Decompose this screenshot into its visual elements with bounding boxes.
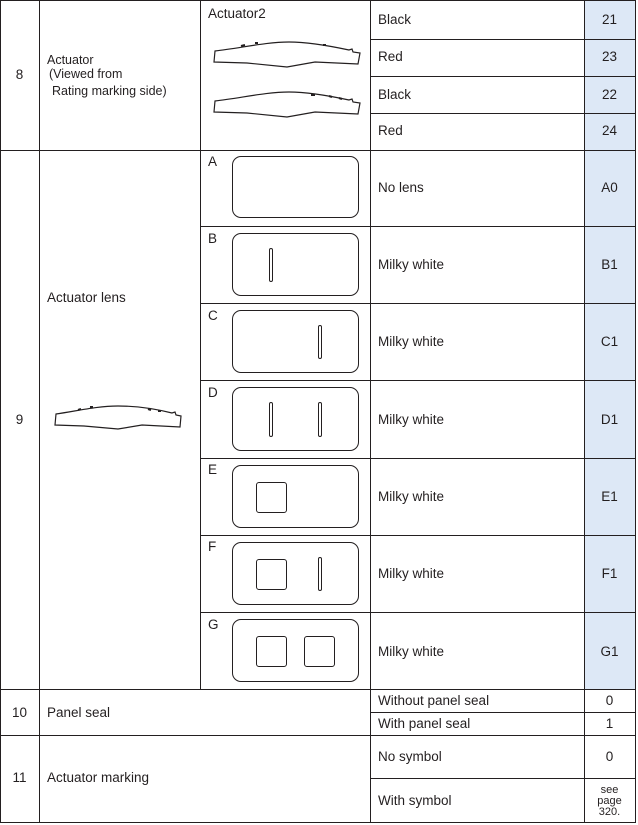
- lens-panel-icon: [232, 542, 359, 605]
- option-milky-white: Milky white: [378, 412, 445, 427]
- option-no-lens: No lens: [378, 180, 424, 195]
- lens-window-icon: [256, 636, 287, 667]
- row-number-9: 9: [15, 412, 24, 427]
- option-code: 22: [601, 87, 618, 102]
- item-name-actuator-marking: Actuator marking: [47, 770, 150, 785]
- option-code: 24: [601, 123, 618, 138]
- option-code: F1: [601, 566, 618, 581]
- option-code: 1: [605, 716, 614, 731]
- option-black: Black: [378, 87, 412, 102]
- actuator-profile-icon: [52, 401, 182, 431]
- item-name-panel-seal: Panel seal: [47, 705, 111, 720]
- lens-slit-icon: [269, 248, 273, 282]
- lens-letter-f: F: [208, 539, 217, 554]
- lens-panel-icon: [232, 156, 359, 218]
- option-milky-white: Milky white: [378, 644, 445, 659]
- lens-letter-a: A: [208, 154, 218, 169]
- lens-slit-icon: [318, 325, 322, 359]
- lens-window-icon: [256, 559, 287, 590]
- lens-slit-icon: [269, 402, 273, 437]
- item-name-actuator-line2: (Viewed from: [49, 67, 123, 81]
- actuator2-label: Actuator2: [208, 6, 266, 21]
- option-code: A0: [601, 180, 618, 195]
- lens-letter-d: D: [208, 385, 218, 400]
- row-number-10: 10: [11, 705, 28, 720]
- option-milky-white: Milky white: [378, 257, 445, 272]
- option-code: 21: [601, 12, 618, 27]
- lens-panel-icon: [232, 465, 359, 528]
- see-page-reference-line3: 320.: [598, 806, 621, 818]
- lens-letter-b: B: [208, 231, 218, 246]
- option-black: Black: [378, 12, 412, 27]
- item-name-actuator-line3: Rating marking side): [52, 84, 167, 98]
- item-name-actuator-lens: Actuator lens: [47, 290, 126, 305]
- option-code: 0: [605, 693, 614, 708]
- lens-panel-icon: [232, 310, 359, 373]
- lens-slit-icon: [318, 402, 322, 437]
- option-code: G1: [600, 644, 619, 659]
- lens-window-icon: [304, 636, 335, 667]
- option-with-panel-seal: With panel seal: [378, 716, 471, 731]
- lens-letter-g: G: [208, 617, 219, 632]
- see-page-reference: see: [600, 784, 619, 796]
- option-milky-white: Milky white: [378, 489, 445, 504]
- option-without-panel-seal: Without panel seal: [378, 693, 490, 708]
- item-name-actuator: Actuator: [47, 53, 94, 67]
- lens-letter-e: E: [208, 462, 218, 477]
- lens-panel-icon: [232, 233, 359, 296]
- option-with-symbol: With symbol: [378, 793, 452, 808]
- option-code: 23: [601, 49, 618, 64]
- lens-slit-icon: [318, 557, 322, 591]
- option-milky-white: Milky white: [378, 566, 445, 581]
- row-number-11: 11: [12, 770, 27, 785]
- actuator-profile-icon: [211, 38, 361, 68]
- lens-panel-icon: [232, 619, 359, 682]
- lens-letter-c: C: [208, 308, 218, 323]
- option-code: E1: [601, 489, 618, 504]
- option-code: B1: [601, 257, 618, 272]
- see-page-reference-line2: page: [597, 795, 622, 807]
- row-number-8: 8: [15, 67, 24, 82]
- option-code: D1: [600, 412, 619, 427]
- lens-panel-icon: [232, 387, 359, 451]
- lens-window-icon: [256, 482, 287, 513]
- option-red: Red: [378, 49, 403, 64]
- option-code: 0: [605, 749, 614, 764]
- actuator-profile-icon: [211, 88, 361, 118]
- option-red: Red: [378, 123, 403, 138]
- option-milky-white: Milky white: [378, 334, 445, 349]
- option-no-symbol: No symbol: [378, 749, 442, 764]
- option-code: C1: [600, 334, 619, 349]
